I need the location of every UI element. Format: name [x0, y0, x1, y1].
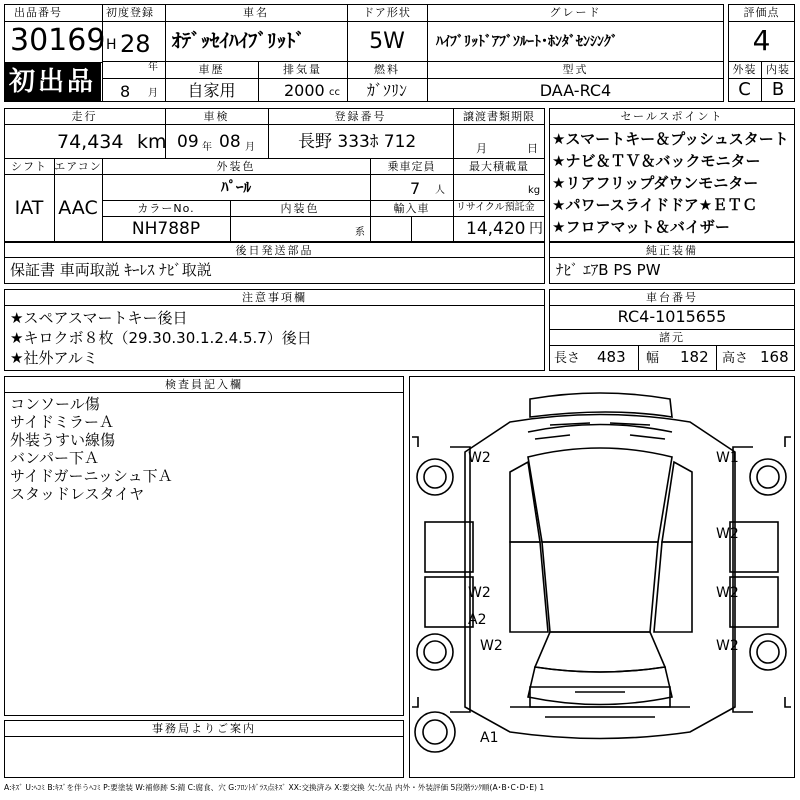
exterior-label: 外装 [732, 63, 757, 76]
color-number-label: カラーNo. [137, 202, 195, 215]
diagram-mark-w2-right-side: W2 [716, 638, 739, 654]
history-label: 車歴 [198, 63, 225, 76]
diagram-mark-w2-left-rear: W2 [468, 585, 491, 601]
caution-line-3: ★社外アルミ [10, 349, 98, 367]
office-notes-label: 事務局よりご案内 [152, 722, 256, 735]
inspector-notes-label: 検査員記入欄 [165, 378, 243, 391]
length-label: 長さ [554, 351, 581, 366]
registration-number-label: 登録番号 [334, 110, 387, 123]
caution-line-1: ★スペアスマートキー後日 [10, 309, 188, 327]
recycle-fee: 14,420 [466, 219, 526, 239]
later-parts: 保証書 車両取説 ｷｰﾚｽ ﾅﾋﾞ取説 [10, 261, 212, 279]
year-unit: 年 [148, 62, 158, 73]
interior-grade: B [771, 79, 785, 100]
lot-number-label: 出品番号 [14, 6, 62, 19]
displacement: 2000 [284, 81, 325, 100]
chassis-number-label: 車台番号 [646, 291, 698, 304]
capacity-label: 乗車定員 [387, 160, 436, 173]
era-prefix: H [106, 37, 117, 53]
vehicle-details-panel [4, 108, 545, 242]
diagram-mark-w1-front-right: W1 [716, 450, 739, 466]
registration-number: 長野 333ﾎ 712 [298, 132, 417, 152]
capacity: 7 [410, 179, 421, 198]
recycle-unit: 円 [529, 221, 543, 237]
first-registration-label: 初度登録 [106, 6, 154, 19]
model-label: 型式 [562, 63, 589, 76]
first-listing-label: 初出品 [9, 67, 97, 97]
later-parts-label: 後日発送部品 [235, 244, 314, 257]
shift: IAT [14, 197, 44, 219]
chassis-number: RC4-1015655 [617, 307, 727, 326]
lot-number: 30169 [10, 23, 106, 58]
length-value: 483 [597, 348, 626, 366]
interior-color-label: 内装色 [280, 202, 320, 215]
car-name-label: 車名 [243, 6, 269, 19]
selling-point-4: ★パワースライドドア★ＥＴＣ [552, 196, 758, 214]
inspector-line-6: スタッドレスタイヤ [10, 485, 145, 503]
door-type-label: ドア形状 [363, 6, 411, 19]
exterior-color: ﾊﾟｰﾙ [220, 178, 251, 196]
max-load-unit: kg [528, 185, 541, 196]
inspector-line-2: サイドミラーＡ [10, 413, 114, 431]
inspector-line-5: サイドガーニッシュ下Ａ [10, 467, 173, 485]
selling-point-3: ★リアフリップダウンモニター [552, 174, 759, 192]
model: DAA-RC4 [539, 81, 612, 100]
exterior-color-label: 外装色 [216, 160, 256, 173]
capacity-unit: 人 [435, 185, 445, 196]
inspection-year-unit: 年 [202, 142, 212, 153]
interior-color-unit: 系 [355, 227, 365, 238]
month-unit: 月 [148, 88, 158, 99]
diagram-mark-w2-rear-wheel: W2 [480, 638, 503, 654]
diagram-mark-a1-rear: A1 [480, 730, 499, 746]
inspector-line-1: コンソール傷 [10, 395, 100, 413]
score: 4 [752, 24, 771, 57]
grade-label: グレード [549, 6, 602, 19]
exterior-grade: C [738, 79, 751, 100]
inspection-year: 09 [177, 132, 199, 152]
shift-label: シフト [11, 160, 47, 173]
color-number: NH788P [131, 219, 201, 239]
selling-points-label: セールスポイント [620, 110, 724, 123]
car-damage-diagram [409, 376, 795, 778]
history: 自家用 [187, 81, 236, 100]
air-conditioner-label: エアコン [54, 160, 102, 173]
inspection-label: 車検 [203, 110, 230, 123]
mileage-label: 走行 [71, 110, 98, 123]
transfer-day-unit: 日 [527, 142, 538, 155]
grade: ﾊｲﾌﾞﾘｯﾄﾞｱﾌﾞｿﾙｰﾄ･ﾎﾝﾀﾞｾﾝｼﾝｸﾞ [436, 34, 618, 50]
max-load-label: 最大積載量 [469, 160, 529, 173]
displacement-label: 排気量 [283, 63, 322, 76]
inspector-line-3: 外装うすい線傷 [10, 431, 116, 449]
height-label: 高さ [722, 351, 749, 366]
car-name: ｵﾃﾞｯｾｲﾊｲﾌﾞﾘｯﾄﾞ [172, 30, 306, 52]
registration-month: 8 [120, 82, 131, 101]
registration-year: 28 [120, 30, 151, 58]
import-label: 輸入車 [393, 202, 430, 215]
genuine-equipment-label: 純正装備 [646, 244, 698, 257]
mileage-unit: km [137, 131, 167, 153]
width-value: 182 [680, 348, 709, 366]
caution-label: 注意事項欄 [242, 291, 307, 304]
displacement-unit: cc [329, 87, 340, 98]
genuine-equipment: ﾅﾋﾞ ｴｱB PS PW [556, 261, 661, 279]
interior-label: 内装 [766, 63, 790, 76]
specifications-label: 諸元 [659, 331, 685, 344]
inspector-line-4: バンパー下Ａ [10, 449, 99, 467]
inspection-month-unit: 月 [245, 142, 255, 153]
car-outline-diagram [410, 377, 793, 776]
selling-point-5: ★フロアマット＆バイザー [552, 218, 730, 236]
width-label: 幅 [646, 351, 660, 366]
diagram-mark-a2-left-rear: A2 [468, 612, 487, 628]
diagram-mark-w2-right-rear: W2 [716, 585, 739, 601]
fuel-label: 燃料 [374, 63, 400, 76]
air-conditioner: AAC [58, 197, 98, 219]
recycle-label: リサイクル預託金 [456, 202, 535, 213]
door-type: 5W [369, 29, 405, 54]
selling-point-2: ★ナビ＆ＴＶ＆バックモニター [552, 152, 761, 170]
height-value: 168 [760, 348, 789, 366]
mileage: 74,434 [57, 131, 124, 153]
fuel: ｶﾞｿﾘﾝ [366, 81, 407, 100]
caution-line-2: ★キロクボ８枚（29.30.30.1.2.4.5.7）後日 [10, 329, 312, 347]
score-label: 評価点 [743, 6, 780, 19]
inspection-month: 08 [219, 132, 241, 152]
diagram-mark-w2-right-door: W2 [716, 526, 739, 542]
transfer-deadline-label: 譲渡書類期限 [463, 110, 535, 123]
selling-point-1: ★スマートキー＆プッシュスタート [552, 130, 789, 148]
diagram-mark-w2-front-left: W2 [468, 450, 491, 466]
transfer-month-unit: 月 [476, 142, 487, 155]
legend: A:ｷｽﾞ U:ﾍｺﾐ B:ｷｽﾞを伴うﾍｺﾐ P:要塗装 W:補修跡 S:錆 C:腐食、穴 G:ﾌﾛﾝﾄｶﾞﾗｽ点ｷｽﾞ XX:交換済み X:要交換 欠:欠品 内外・外装評価 5段階ﾗﾝｸ順(A･B･C･D･E) 1 [4, 783, 545, 792]
